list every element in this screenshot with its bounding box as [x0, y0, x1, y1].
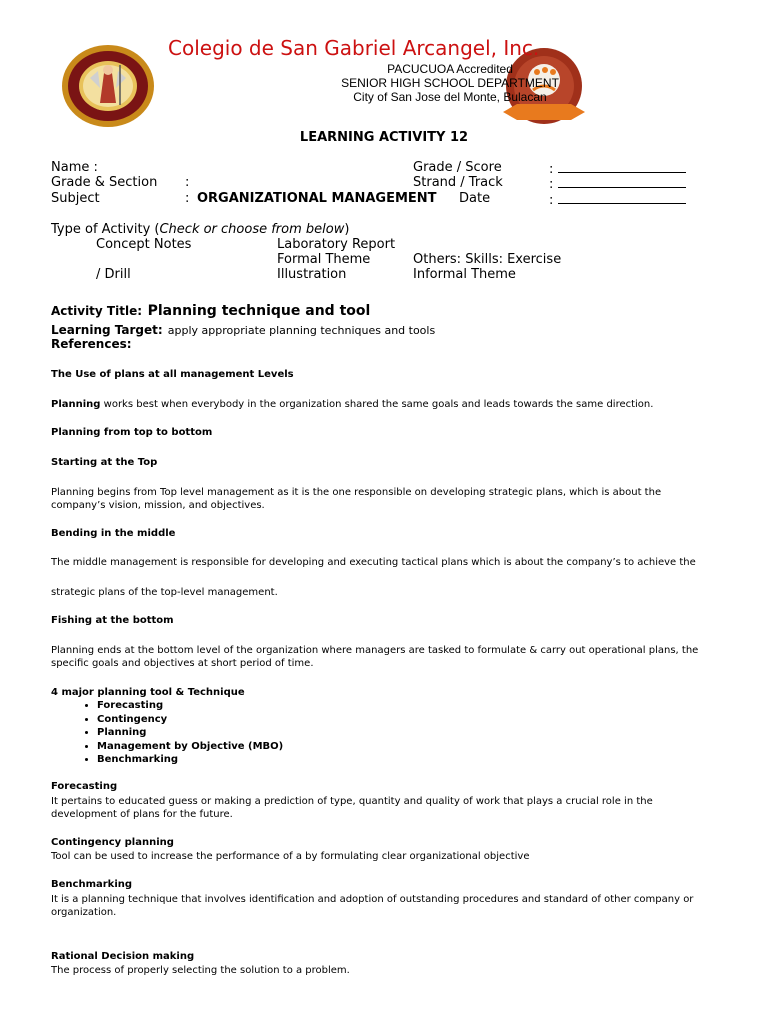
heading-starting-top: Starting at the Top	[51, 457, 158, 468]
rational-paragraph: The process of properly selecting the solution to a problem.	[51, 965, 350, 976]
department-line: SENIOR HIGH SCHOOL DEPARTMENT	[341, 76, 559, 90]
date-label: Date	[459, 191, 491, 206]
heading-major-tools: 4 major planning tool & Technique	[51, 687, 245, 698]
contingency-paragraph: Tool can be used to increase the performance of a by formulating clear organizational objective	[51, 851, 530, 862]
strand-track-colon: :	[549, 177, 554, 192]
list-item: • Benchmarking	[97, 753, 283, 767]
learning-target-label: Learning Target:	[51, 323, 163, 337]
date-colon: :	[549, 193, 554, 208]
grade-section-label: Grade & Section	[51, 175, 158, 190]
date-blank[interactable]	[558, 191, 686, 204]
forecasting-paragraph: It pertains to educated guess or making a prediction of type, quantity and quality of work that plays a crucial role in the development of plans for the future.	[51, 796, 653, 820]
option-laboratory-report[interactable]: Laboratory Report	[277, 237, 396, 252]
option-concept-notes[interactable]: Concept Notes	[96, 237, 192, 252]
grade-section-colon: :	[185, 175, 190, 190]
heading-use-of-plans: The Use of plans at all management Levels	[51, 369, 294, 380]
list-item: • Contingency	[97, 713, 283, 727]
heading-contingency: Contingency planning	[51, 837, 174, 848]
grade-score-blank[interactable]	[558, 160, 686, 173]
grade-score-label: Grade / Score	[413, 160, 502, 175]
activity-type-instruction: Check or choose from below	[159, 222, 345, 237]
strand-track-blank[interactable]	[558, 175, 686, 188]
learning-target-row	[51, 319, 435, 338]
option-informal-theme[interactable]: Informal Theme	[413, 267, 516, 282]
heading-rational-decision: Rational Decision making	[51, 951, 195, 962]
option-formal-theme[interactable]: Formal Theme	[277, 252, 371, 267]
strand-track-label: Strand / Track	[413, 175, 503, 190]
fishing-paragraph: Planning ends at the bottom level of the organization where managers are tasked to formulate & carry out operational plans, the specific goals and objectives at short period of time.	[51, 645, 699, 669]
school-name: Colegio de San Gabriel Arcangel, Inc.	[168, 36, 540, 60]
learning-activity-title: LEARNING ACTIVITY 12	[299, 130, 469, 145]
heading-benchmarking: Benchmarking	[51, 879, 133, 890]
strand-track-field[interactable]	[549, 175, 686, 192]
planning-paragraph: Planning works best when everybody in the organization shared the same goals and leads towards the same direction.	[51, 399, 654, 410]
accreditation-line: PACUCUOA Accredited	[387, 62, 513, 76]
subject-colon: :	[185, 191, 190, 206]
option-others[interactable]: Others: Skills: Exercise	[413, 252, 562, 267]
subject-value: ORGANIZATIONAL MANAGEMENT	[197, 191, 437, 206]
bending-paragraph-line1: The middle management is responsible for developing and executing tactical plans which is about the company’s to achieve the	[51, 557, 696, 568]
school-seal-left-logo	[60, 43, 156, 129]
learning-target-value: apply appropriate planning techniques and tools	[167, 324, 436, 337]
option-illustration[interactable]: Illustration	[277, 267, 347, 282]
list-item: • Management by Objective (MBO)	[97, 740, 283, 754]
subject-label: Subject	[51, 191, 100, 206]
references-label: References:	[51, 337, 132, 351]
date-field[interactable]	[549, 191, 686, 208]
planning-bold: Planning	[51, 399, 101, 410]
grade-score-colon: :	[549, 162, 554, 177]
list-item: • Forecasting	[97, 699, 283, 713]
benchmarking-paragraph: It is a planning technique that involves identification and adoption of outstanding procedures and standard of other company or organization.	[51, 894, 694, 918]
heading-top-to-bottom: Planning from top to bottom	[51, 427, 213, 438]
heading-forecasting: Forecasting	[51, 781, 118, 792]
location-line: City of San Jose del Monte, Bulacan	[353, 90, 547, 104]
bending-paragraph-line2: strategic plans of the top-level management.	[51, 587, 278, 598]
activity-title-row	[51, 300, 370, 319]
option-drill[interactable]: / Drill	[96, 267, 131, 282]
heading-fishing-bottom: Fishing at the bottom	[51, 615, 174, 626]
starting-top-paragraph: Planning begins from Top level management as it is the one responsible on developing strategic plans, which is about the company’s vision, mission, and objectives.	[51, 487, 662, 511]
activity-title-label: Activity Title:	[51, 304, 143, 318]
list-item: • Planning	[97, 726, 283, 740]
heading-bending-middle: Bending in the middle	[51, 528, 176, 539]
activity-type-label: Type of Activity (Check or choose from below)	[51, 222, 350, 237]
name-label: Name :	[51, 160, 98, 175]
activity-title-value: Planning technique and tool	[147, 303, 371, 319]
tools-list	[51, 699, 283, 767]
